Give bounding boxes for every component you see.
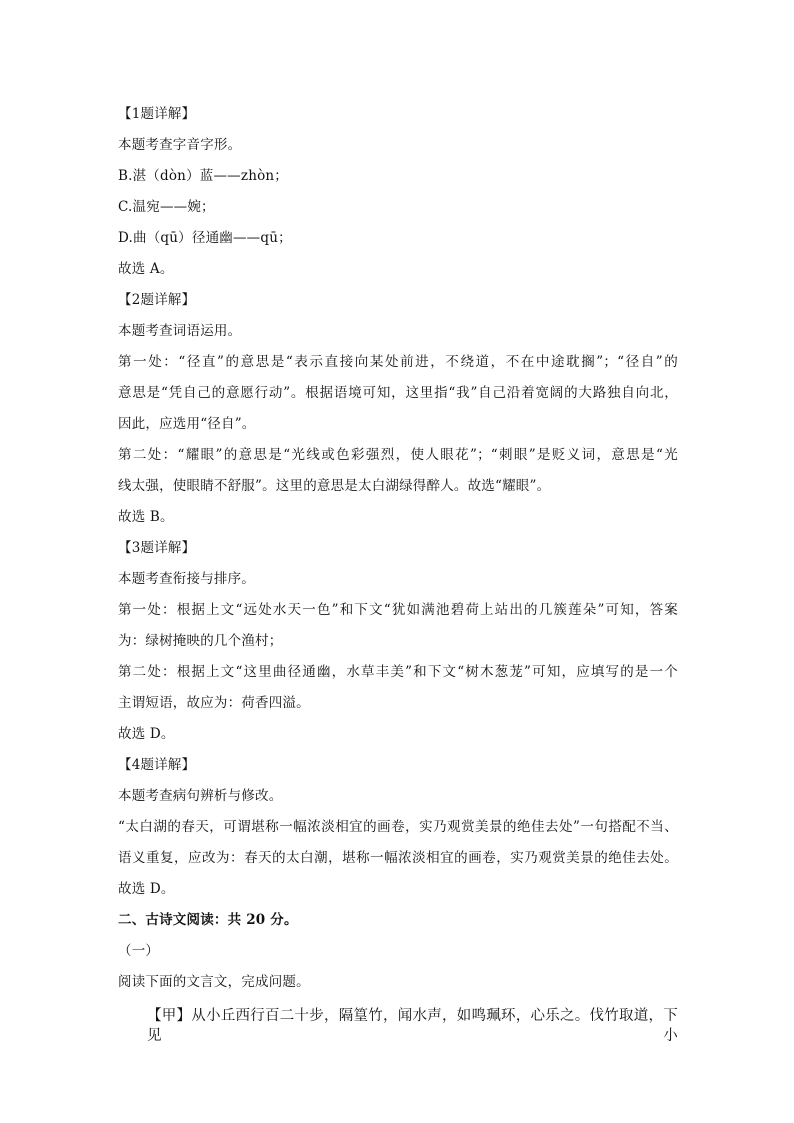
q2-paragraph-2-line-2: 线太强，使眼睛不舒服”。这里的意思是太白湖绿得醉人。故选“耀眼”。 — [118, 478, 551, 494]
q2-paragraph-1-line-3: 因此，应选用“径自”。 — [118, 416, 256, 432]
q1-detail-heading: 【1题详解】 — [118, 106, 196, 122]
q3-paragraph-2-line-1: 第二处：根据上文“这里曲径通幽，水草丰美”和下文“树木葱茏”可知，应填写的是一个 — [118, 664, 678, 680]
q3-topic: 本题考查衔接与排序。 — [118, 571, 255, 587]
q3-answer: 故选 D。 — [118, 726, 175, 742]
q1-option-b: B.湛（dòn）蓝——zhòn； — [118, 168, 289, 184]
q2-answer: 故选 B。 — [118, 509, 174, 525]
q1-option-d: D.曲（qū）径通幽——qū； — [118, 230, 292, 246]
q2-paragraph-2-line-1: 第二处：“耀眼”的意思是“光线或色彩强烈，使人眼花”；“刺眼”是贬义词，意思是“光 — [118, 447, 678, 463]
q3-paragraph-1-line-1: 第一处：根据上文“远处水天一色”和下文“犹如满池碧荷上站出的几簇莲朵”可知，答案 — [118, 602, 678, 618]
q4-paragraph-line-2: 语义重复，应改为：春天的太白潮，堪称一幅浓淡相宜的画卷，实乃观赏美景的绝佳去处。 — [118, 850, 678, 866]
q4-topic: 本题考查病句辨析与修改。 — [118, 788, 283, 804]
q2-paragraph-1-line-2: 意思是“凭自己的意愿行动”。根据语境可知，这里指“我”自己沿着宽阔的大路独自向北， — [118, 385, 678, 401]
section-2-heading: 二、古诗文阅读：共 20 分。 — [118, 912, 298, 928]
q2-paragraph-1-line-1: 第一处：“径直”的意思是“表示直接向某处前进，不绕道，不在中途耽搁”；“径自”的 — [118, 354, 678, 370]
q4-detail-heading: 【4题详解】 — [118, 757, 196, 773]
subsection-1-heading: （一） — [118, 943, 160, 959]
q4-paragraph-line-1: “太白湖的春天，可谓堪称一幅浓淡相宜的画卷，实乃观赏美景的绝佳去处”一句搭配不当、 — [118, 819, 678, 835]
q1-option-c: C.温宛——婉； — [118, 199, 215, 215]
passage-jia-line-1: 【甲】从小丘西行百二十步，隔篁竹，闻水声，如鸣珮环，心乐之。伐竹取道，下见小 — [147, 1008, 678, 1044]
q3-detail-heading: 【3题详解】 — [118, 540, 196, 556]
reading-instruction: 阅读下面的文言文，完成问题。 — [118, 974, 310, 990]
q2-topic: 本题考查词语运用。 — [118, 323, 242, 339]
q2-detail-heading: 【2题详解】 — [118, 292, 196, 308]
q1-topic: 本题考查字音字形。 — [118, 137, 242, 153]
q3-paragraph-1-line-2: 为：绿树掩映的几个渔村； — [118, 633, 283, 649]
q1-answer: 故选 A。 — [118, 261, 174, 277]
q3-paragraph-2-line-2: 主谓短语，故应为：荷香四溢。 — [118, 695, 310, 711]
q4-answer: 故选 D。 — [118, 881, 175, 897]
